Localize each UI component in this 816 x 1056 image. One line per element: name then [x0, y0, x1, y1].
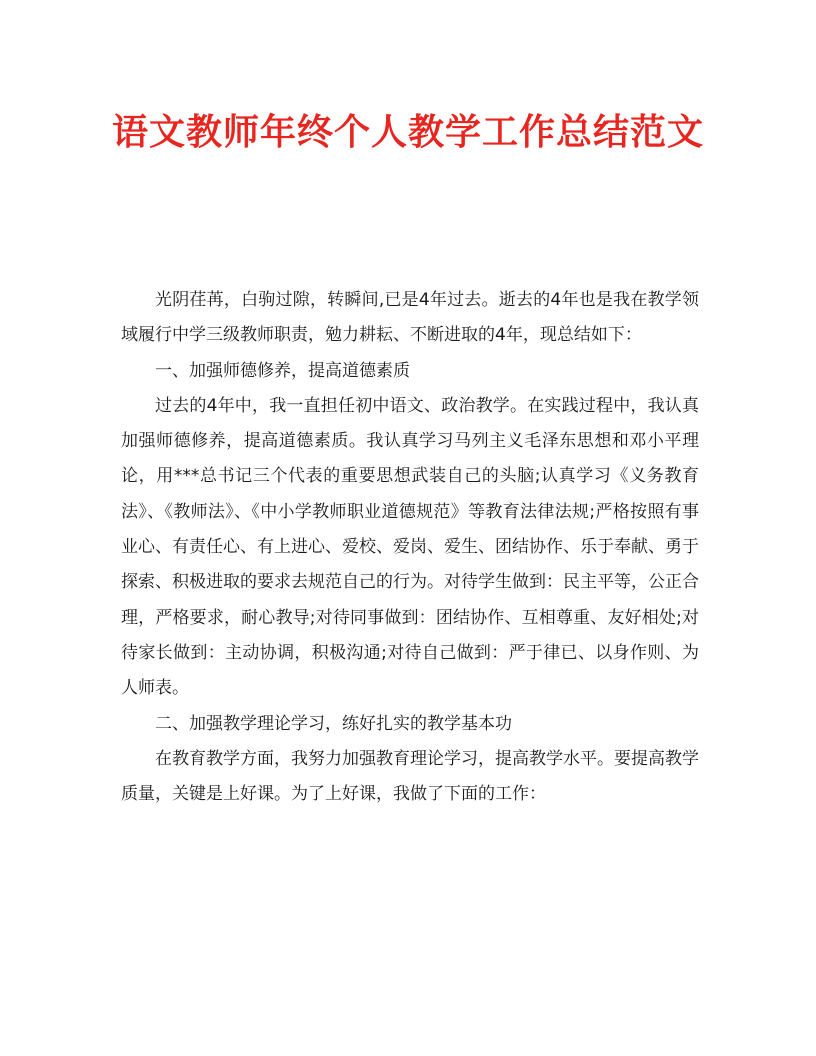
document-title: 语文教师年终个人教学工作总结范文: [111, 111, 704, 153]
section-heading-2: 二、加强教学理论学习，练好扎实的教学基本功: [155, 713, 512, 734]
paragraph-section-2: 在教育教学方面，我努力加强教育理论学习，提高教学水平。要提高教学质量，关键是上好课。为了上好课，我做了下面的工作：: [121, 748, 699, 805]
paragraph-section-1: 过去的4年中，我一直担任初中语文、政治教学。在实践过程中，我认真加强师德修养，提高道德素质。我认真学习马列主义毛泽东思想和邓小平理论，用***总书记三个代表的重要思想武装自己的头脑;认真学习《义务教育法》、《教师法》、《中小学教师职业道德规范》等教育法律法规;严格按照有事业心、有责任心、有上进心、爱校、爱岗、爱生、团结协作、乐于奉献、勇于探索、积极进取的要求去规范自己的行为。对待学生做到：民主平等，公正合理，严格要求，耐心教导;对待同事做到：团结协作、互相尊重、友好相处;对待家长做到：主动协调，积极沟通;对待自己做到：严于律已、以身作则、为人师表。: [121, 395, 699, 699]
paragraph-intro: 光阴荏苒，白驹过隙，转瞬间,已是4年过去。逝去的4年也是我在教学领域履行中学三级教师职责，勉力耕耘、不断进取的4年，现总结如下：: [121, 290, 699, 346]
document-body: [121, 283, 699, 812]
section-heading-1: 一、加强师德修养，提高道德素质: [155, 360, 410, 381]
